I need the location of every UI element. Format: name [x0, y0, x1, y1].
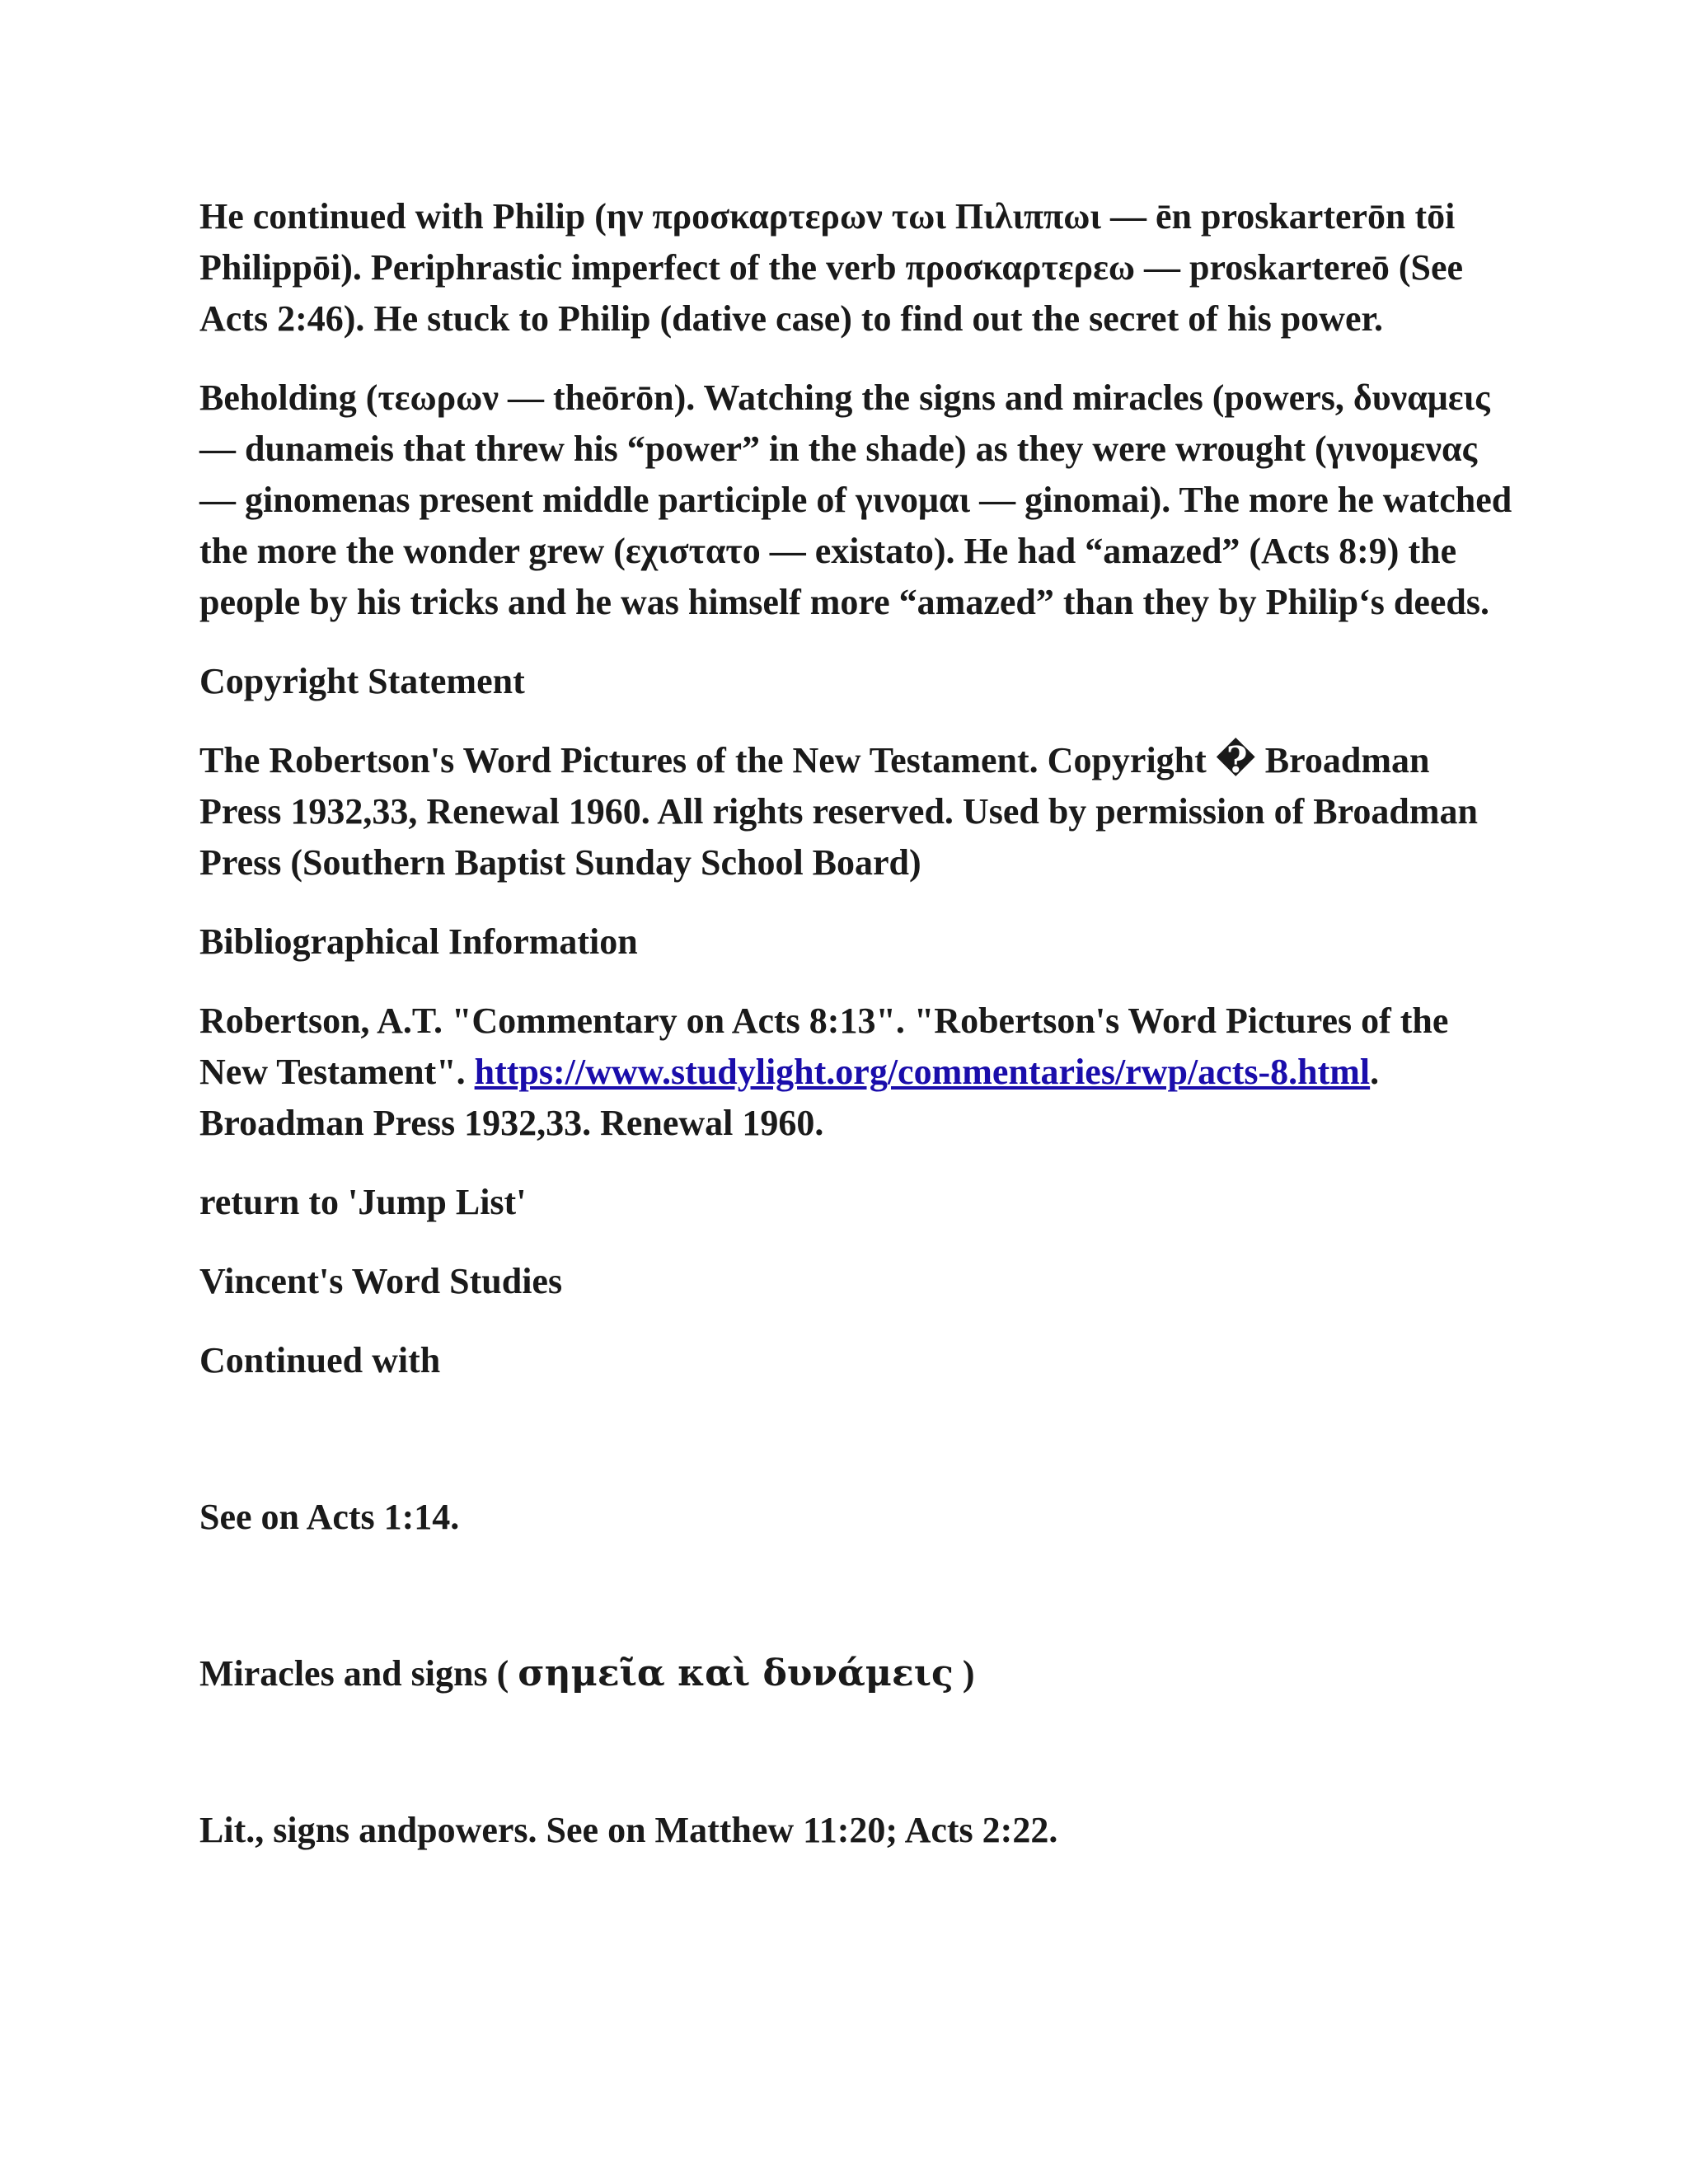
paragraph-beholding: Beholding (τεωρων — theōrōn). Watching the signs and miracles (powers, δυναμεις — dunameis that threw his “power” in the shade) as they were wrought (γινομενας — ginomenas present middle participle of γινομαι — ginomai). The more he watched the more the wonder grew (εχιστατο — existato). He had “amazed” (Acts 8:9) the people by his tricks and he was himself more “amazed” than they by Philip‘s deeds.	[199, 377, 1512, 622]
lit-signs-and-powers: Lit., signs andpowers. See on Matthew 11:20; Acts 2:22.	[199, 1810, 1058, 1850]
citation-text: Robertson, A.T. "Commentary on Acts 8:13". "Robertson's Word Pictures of the New Testament".	[199, 1001, 1449, 1092]
continued-with-term: Continued with	[199, 1340, 441, 1380]
greek-phrase: σημεῖα καὶ δυνάμεις	[518, 1652, 954, 1694]
document-body	[199, 191, 1518, 1884]
paragraph-continued-with-philip: He continued with Philip (ην προσκαρτερων τωι Πιλιππωι — ēn proskarterōn tōi Philippōi). Periphrastic imperfect of the verb προσκαρτερεω — proskartereō (See Acts 2:46). He stuck to Philip (dative case) to find out the secret of his power.	[199, 196, 1463, 339]
copyright-statement: The Robertson's Word Pictures of the New Testament. Copyright � Broadman Press 1932,33, Renewal 1960. All rights reserved. Used by permission of Broadman Press (Southern Baptist Sunday School Board)	[199, 740, 1478, 883]
citation-publisher: . Broadman Press 1932,33. Renewal 1960.	[199, 1052, 1380, 1143]
copyright-heading: Copyright Statement	[199, 661, 525, 701]
return-to-jump-list-link[interactable]: return to 'Jump List'	[199, 1182, 527, 1222]
studylight-link[interactable]: https://www.studylight.org/commentaries/rwp/acts-8.html	[474, 1052, 1371, 1092]
bibliographical-information	[199, 996, 1518, 1149]
vincent-heading: Vincent's Word Studies	[199, 1261, 563, 1301]
bibliographical-heading: Bibliographical Information	[199, 921, 638, 962]
miracles-close: )	[953, 1653, 975, 1694]
see-on-acts-reference: See on Acts 1:14.	[199, 1497, 460, 1537]
miracles-and-signs-term	[199, 1648, 1518, 1699]
miracles-label: Miracles and signs (	[199, 1653, 518, 1694]
